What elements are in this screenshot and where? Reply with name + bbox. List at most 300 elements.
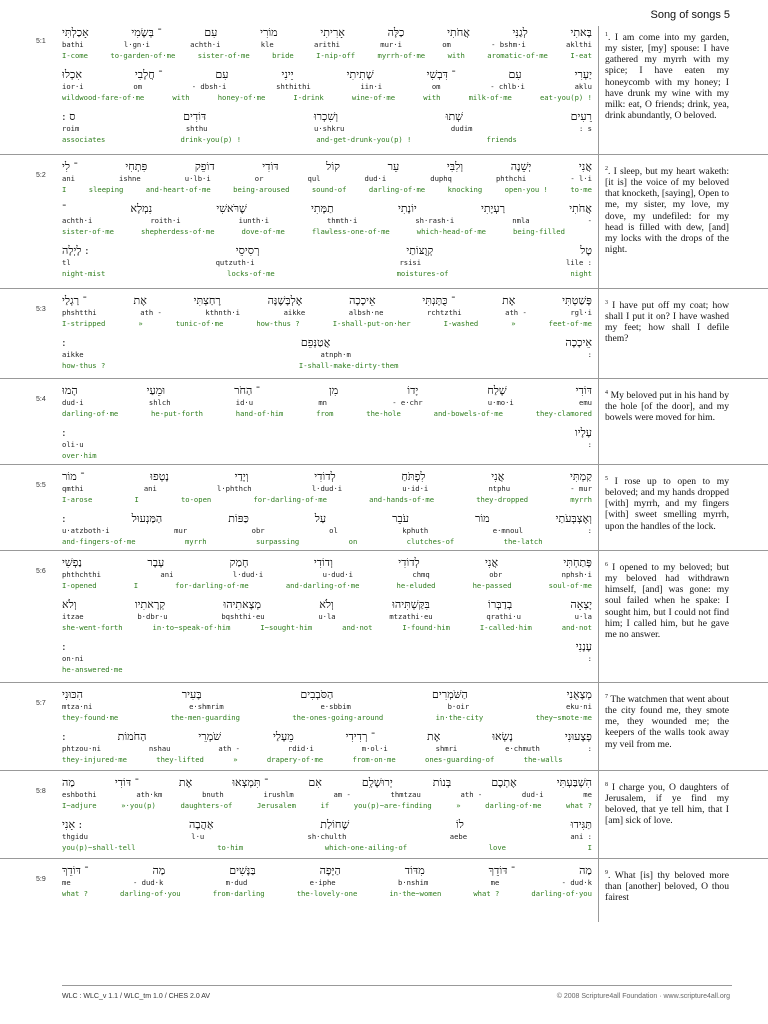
transliteration-word: thmtzau xyxy=(390,790,421,799)
english-verse-number: 6 xyxy=(605,562,608,568)
gloss-word: I-drink xyxy=(293,93,324,102)
english-verse xyxy=(605,692,729,750)
verse-number: 5:5 xyxy=(36,482,46,489)
gloss-word: in·to~speak-of·him xyxy=(152,623,231,632)
hebrew-word: יַעְרִי xyxy=(574,68,592,81)
transliteration-word: phthchthi xyxy=(62,570,101,579)
transliteration-word: u·lb·i xyxy=(184,174,211,183)
gloss-word: and-heart-of·me xyxy=(145,185,211,194)
english-verse xyxy=(605,164,729,255)
verse-number: 5:3 xyxy=(36,306,46,313)
transliteration-word: u·la xyxy=(574,612,592,621)
hebrew-word: ־ מוֹר xyxy=(62,470,85,483)
gloss-word: shepherdess-of·me xyxy=(140,227,215,236)
hebrew-word: מַה xyxy=(62,776,75,789)
interlinear-line xyxy=(62,640,592,682)
english-verse-number: 8 xyxy=(605,782,608,788)
gloss-word: sister-of·me xyxy=(197,51,250,60)
gloss-word: being-aroused xyxy=(233,185,290,194)
transliteration-word: u·dud·i xyxy=(322,570,353,579)
transliteration-word: mtzathi·eu xyxy=(389,612,433,621)
english-verse xyxy=(605,298,729,345)
gloss-word: dove-of·me xyxy=(241,227,285,236)
gloss-word: I-nip-off xyxy=(316,51,356,60)
gloss-word: darling-of·me xyxy=(368,185,426,194)
gloss-word: the-walls xyxy=(523,755,563,764)
hebrew-word: אֶת xyxy=(502,294,516,307)
interlinear-line xyxy=(62,68,592,110)
transliteration-row xyxy=(62,440,592,451)
hebrew-word: עָנָנִי xyxy=(575,640,592,653)
transliteration-word: mn xyxy=(318,398,327,407)
verse-number: 5:1 xyxy=(36,38,46,45)
gloss-word: open-you ! xyxy=(504,185,548,194)
gloss-word: they-lifted xyxy=(156,755,204,764)
transliteration-word: u·mo·i xyxy=(487,398,514,407)
hebrew-word: וְלֹא xyxy=(319,598,334,611)
transliteration-word: nmla xyxy=(512,216,530,225)
hebrew-word: עִם xyxy=(215,68,229,81)
hebrew-word: דּוֹדִי xyxy=(575,384,592,397)
hebrew-word: ־ לִי xyxy=(62,160,78,173)
hebrew-word: בְּנוֹת xyxy=(432,776,452,789)
gloss-word: in·the-city xyxy=(435,713,484,722)
hebrew-word: שָׁלַח xyxy=(487,384,507,397)
footer-divider xyxy=(62,985,732,986)
transliteration-word: mtza·ni xyxy=(62,702,93,711)
gloss-word: I-arose xyxy=(62,495,93,504)
english-verse-text: . I sleep, but my heart waketh: [it is] the voice of my beloved that knocketh, [saying], Open to me, my sister, my love, my dove, my undefiled: for my head is filled with dew, [and] my locks with the drops of the night. xyxy=(605,166,729,255)
interlinear-line xyxy=(62,110,592,152)
hebrew-word: רַעְיָתִי xyxy=(480,202,506,215)
hebrew-word: לוֹ xyxy=(455,818,464,831)
gloss-word: the-lovely-one xyxy=(296,889,358,898)
gloss-word: I xyxy=(587,843,592,852)
gloss-word: aromatic-of·me xyxy=(487,51,548,60)
transliteration-word: arithi xyxy=(314,40,340,49)
transliteration-word: aikke xyxy=(62,350,84,359)
hebrew-word: וְדוֹדִי xyxy=(313,556,333,569)
hebrew-word: מְצָאתִיהוּ xyxy=(223,598,261,611)
gloss-word: over·him xyxy=(62,451,97,460)
english-verse xyxy=(605,560,729,640)
transliteration-word: me xyxy=(62,878,71,887)
transliteration-word: achth·i xyxy=(190,40,221,49)
hebrew-word: ־ דּוֹדֵךְ xyxy=(488,864,516,877)
hebrew-word: ־ תִּמְצְאוּ xyxy=(232,776,269,789)
hebrew-word: אָרִיתִי xyxy=(320,26,345,39)
hebrew-word: עָלָיו xyxy=(574,426,592,439)
hebrew-word: ־ חֲלָבִי xyxy=(134,68,163,81)
hebrew-word: ־ xyxy=(62,202,67,215)
gloss-word: hand-of·him xyxy=(235,409,284,418)
gloss-word: what ? xyxy=(62,889,88,898)
gloss-word: wildwood-fare-of·me xyxy=(62,93,145,102)
transliteration-word: l·dud·i xyxy=(232,570,264,579)
hebrew-word: ־ בְּשָׂמִי xyxy=(131,26,162,39)
english-verse-text: The watchmen that went about the city found me, they smote me, they wounded me; the keepers of the walls took away my veil from me. xyxy=(605,694,729,750)
hebrew-word: יוֹנָתִי xyxy=(397,202,417,215)
gloss-word: from xyxy=(316,409,334,418)
gloss-word: being-filled xyxy=(513,227,565,236)
gloss-word: moistures-of xyxy=(396,269,449,278)
transliteration-word: b·oir xyxy=(447,702,470,711)
hebrew-word: שְׁתוּ xyxy=(445,110,463,123)
gloss-word: bride xyxy=(272,51,294,60)
gloss-word: to-garden-of·me xyxy=(110,51,176,60)
gloss-row xyxy=(62,93,592,104)
interlinear-line xyxy=(62,556,592,598)
transliteration-word: ntphu xyxy=(488,484,511,493)
gloss-row xyxy=(62,537,592,548)
hebrew-word: אַהֲבָה xyxy=(188,818,214,831)
hebrew-word: אֶת xyxy=(427,730,441,743)
hebrew-word: חָמַק xyxy=(229,556,249,569)
transliteration-word: - xyxy=(587,216,592,225)
gloss-word: and-hands-of·me xyxy=(369,495,435,504)
gloss-word: with xyxy=(423,93,441,102)
hebrew-word: דּוֹדִים xyxy=(183,110,207,123)
hebrew-word: רָחַצְתִּי xyxy=(193,294,221,307)
gloss-word: he-eluded xyxy=(396,581,436,590)
gloss-word: if xyxy=(320,801,330,810)
hebrew-word: בַּנָּשִׁים xyxy=(229,864,256,877)
gloss-word: night xyxy=(570,269,592,278)
transliteration-row xyxy=(62,790,592,801)
hebrew-word: הַחֹמוֹת xyxy=(117,730,147,743)
english-verse-number: 5 xyxy=(605,476,608,482)
gloss-word: sound-of xyxy=(311,185,347,194)
transliteration-word: rdid·i xyxy=(287,744,314,753)
interlinear-line xyxy=(62,730,592,772)
transliteration-row xyxy=(62,484,592,495)
transliteration-word: : xyxy=(587,440,592,449)
hebrew-word: בָּעִיר xyxy=(181,688,202,701)
gloss-word: » xyxy=(456,801,461,810)
transliteration-word: me xyxy=(490,878,500,887)
gloss-row xyxy=(62,51,592,62)
gloss-word: love xyxy=(488,843,506,852)
transliteration-word: shmri xyxy=(435,744,458,753)
gloss-word: soul-of·me xyxy=(548,581,592,590)
transliteration-word: sh·chulth xyxy=(307,832,347,841)
gloss-word: I~adjure xyxy=(62,801,97,810)
hebrew-word: עֵר xyxy=(387,160,400,173)
hebrew-word: : xyxy=(62,426,66,439)
interlinear-line xyxy=(62,26,592,68)
hebrew-word: וְלֹא xyxy=(62,598,77,611)
transliteration-row xyxy=(62,878,592,889)
hebrew-word: אֶת xyxy=(133,294,147,307)
gloss-word: the-ones-going-around xyxy=(292,713,384,722)
hebrew-word: בְדַבְּרוֹ xyxy=(488,598,513,611)
gloss-word: night-mist xyxy=(62,269,106,278)
gloss-row xyxy=(62,227,592,238)
transliteration-word: rgl·i xyxy=(570,308,592,317)
transliteration-word: - l·i xyxy=(570,174,592,183)
gloss-word: I-eat xyxy=(570,51,592,60)
hebrew-word: שֶׁרֹּאשִׁי xyxy=(216,202,247,215)
verse-number: 5:9 xyxy=(36,876,46,883)
hebrew-word: רֵעִים xyxy=(570,110,592,123)
transliteration-word: m·dud xyxy=(225,878,248,887)
gloss-word: in·the~women xyxy=(389,889,442,898)
hebrew-word: קְוֻצּוֹתַי xyxy=(406,244,434,257)
gloss-word: associates xyxy=(62,135,106,144)
gloss-row xyxy=(62,889,592,900)
hebrew-word: דּוֹדִי xyxy=(262,160,279,173)
transliteration-word: eku·ni xyxy=(565,702,592,711)
hebrew-word: רְסִיסֵי xyxy=(235,244,260,257)
hebrew-word: עָבָר xyxy=(147,556,165,569)
gloss-row xyxy=(62,451,592,462)
english-verse xyxy=(605,868,729,903)
transliteration-word: albsh·ne xyxy=(348,308,384,317)
transliteration-word: ath - xyxy=(460,790,483,799)
transliteration-word: : xyxy=(587,654,592,663)
transliteration-word: aklthi xyxy=(566,40,592,49)
gloss-word: » xyxy=(511,319,516,328)
gloss-word: to·me xyxy=(570,185,592,194)
transliteration-word: om xyxy=(442,40,451,49)
transliteration-word: thgidu xyxy=(62,832,88,841)
hebrew-word: ־ דִּבְשִׁי xyxy=(426,68,456,81)
transliteration-word: roith·i xyxy=(150,216,181,225)
gloss-word: sister-of·me xyxy=(62,227,114,236)
gloss-word: for-darling-of·me xyxy=(175,581,249,590)
gloss-word: with xyxy=(172,93,190,102)
hebrew-word: ־ דּוֹדִי xyxy=(114,776,139,789)
transliteration-word: tl xyxy=(62,258,71,267)
gloss-word: he-put-forth xyxy=(151,409,203,418)
transliteration-word: - dud·k xyxy=(133,878,164,887)
english-verse-number: 1 xyxy=(605,32,608,38)
transliteration-word: itzae xyxy=(62,612,84,621)
hebrew-word: נַפְשִׁי xyxy=(62,556,83,569)
hebrew-word: נִמְלָא xyxy=(130,202,153,215)
transliteration-word: - bshm·i xyxy=(491,40,526,49)
hebrew-word: וּמֵעַי xyxy=(146,384,166,397)
gloss-word: clutches-of xyxy=(406,537,455,546)
hebrew-word: מִן xyxy=(328,384,339,397)
transliteration-word: id·u xyxy=(235,398,254,407)
transliteration-word: m·ol·i xyxy=(361,744,388,753)
transliteration-word: - dbsh·i xyxy=(191,82,227,91)
english-verse xyxy=(605,474,729,532)
hebrew-word: הַסֹּבְבִים xyxy=(300,688,334,701)
transliteration-word: bathi xyxy=(62,40,84,49)
transliteration-row xyxy=(62,702,592,713)
hebrew-word: אֵיכָכָה xyxy=(565,336,592,349)
transliteration-word: - mur xyxy=(570,484,592,493)
interlinear-line xyxy=(62,818,592,860)
gloss-word: you(p)~shall-tell xyxy=(62,843,136,852)
transliteration-row xyxy=(62,526,592,537)
transliteration-word: am - xyxy=(333,790,351,799)
hebrew-word: מַה xyxy=(579,864,592,877)
gloss-word: what ? xyxy=(473,889,500,898)
transliteration-word: dud·i xyxy=(364,174,387,183)
gloss-word: to-open xyxy=(180,495,212,504)
gloss-row xyxy=(62,361,592,372)
hebrew-word: נָשְׂאוּ xyxy=(492,730,513,743)
transliteration-word: ol xyxy=(329,526,338,535)
gloss-word: and-get-drunk-you(p) ! xyxy=(316,135,412,144)
hebrew-word: אֶתְכֶם xyxy=(491,776,517,789)
transliteration-word: kthnth·i xyxy=(205,308,241,317)
transliteration-word: dudim xyxy=(450,124,473,133)
transliteration-word: qutzuth·i xyxy=(215,258,255,267)
transliteration-word: ani xyxy=(143,484,157,493)
transliteration-word: om xyxy=(431,82,441,91)
hebrew-word: תַמָּתִי xyxy=(310,202,334,215)
gloss-word: friends xyxy=(486,135,517,144)
hebrew-word: אֲנִי xyxy=(484,556,499,569)
transliteration-word: shthithi xyxy=(276,82,311,91)
english-verse xyxy=(605,388,729,423)
hebrew-word: הַיָּפָה xyxy=(319,864,341,877)
transliteration-word: : xyxy=(587,350,592,359)
gloss-word: myrrh xyxy=(184,537,207,546)
transliteration-word: ani xyxy=(160,570,174,579)
transliteration-word: bnuth xyxy=(202,790,224,799)
hebrew-word: כַלָּה xyxy=(387,26,405,39)
transliteration-word: - e·chr xyxy=(392,398,423,407)
interlinear-column xyxy=(36,26,598,922)
hebrew-word: קְרָאתִיו xyxy=(134,598,166,611)
gloss-word: tunic-of·me xyxy=(175,319,224,328)
transliteration-word: l·gn·i xyxy=(123,40,150,49)
english-verse xyxy=(605,30,729,121)
transliteration-word: l·phthch xyxy=(217,484,252,493)
transliteration-word: atnph·m xyxy=(320,350,351,359)
transliteration-word: or xyxy=(254,174,264,183)
transliteration-word: - chlb·i xyxy=(490,82,525,91)
transliteration-row xyxy=(62,744,592,755)
transliteration-word: shthu xyxy=(185,124,208,133)
gloss-row xyxy=(62,665,592,676)
interlinear-line xyxy=(62,426,592,468)
gloss-word: to·him xyxy=(217,843,244,852)
hebrew-word: אֶלְבָּשֶׁנָּה xyxy=(267,294,303,307)
interlinear-line xyxy=(62,598,592,640)
hebrew-word: קַמְתִּי xyxy=(570,470,592,483)
transliteration-word: me xyxy=(583,790,592,799)
gloss-word: the-men-guarding xyxy=(170,713,240,722)
transliteration-row xyxy=(62,40,592,51)
english-verse-text: I rose up to open to my beloved; and my hands dropped [with] myrrh, and my fingers [with] sweet smelling myrrh, upon the handles of the lock. xyxy=(605,476,729,532)
transliteration-word: bqshthi·eu xyxy=(221,612,265,621)
english-verse-text: . What [is] thy beloved more than [another] beloved, O thou fairest xyxy=(605,870,729,904)
english-verse-number: 3 xyxy=(605,300,608,306)
footer-copyright: © 2008 Scripture4all Foundation · www.scripture4all.org xyxy=(556,993,730,1000)
hebrew-word: דוֹפֵק xyxy=(194,160,215,173)
hebrew-word: עֹבֵר xyxy=(392,512,410,525)
hebrew-word: עִם xyxy=(508,68,522,81)
gloss-row xyxy=(62,495,592,506)
verse-number: 5:6 xyxy=(36,568,46,575)
footer-source: WLC : WLC_v 1.1 / WLC_tm 1.0 / CHES 2.0 AV xyxy=(62,993,211,1000)
transliteration-word: b·dbr·u xyxy=(137,612,168,621)
interlinear-line xyxy=(62,776,592,818)
gloss-word: with xyxy=(447,51,465,60)
hebrew-word: בִּקַּשְׁתִּיהוּ xyxy=(392,598,430,611)
gloss-word: how-thus ? xyxy=(62,361,106,370)
transliteration-word: aikke xyxy=(283,308,306,317)
hebrew-word: טָל xyxy=(580,244,592,257)
gloss-word: they~smote·me xyxy=(535,713,592,722)
gloss-word: I xyxy=(62,185,67,194)
gloss-word: locks-of·me xyxy=(227,269,275,278)
gloss-row xyxy=(62,319,592,330)
hebrew-word: אִכְלוּ xyxy=(62,68,82,81)
gloss-word: I-opened xyxy=(62,581,97,590)
gloss-word: honey-of·me xyxy=(217,93,266,102)
gloss-word: and-bowels-of·me xyxy=(433,409,503,418)
transliteration-word: - dud·k xyxy=(561,878,592,887)
english-verse-number: 7 xyxy=(605,694,608,700)
transliteration-word: qmthi xyxy=(62,484,84,493)
hebrew-word: אֶת xyxy=(178,776,193,789)
gloss-word: I-washed xyxy=(443,319,479,328)
hebrew-word: הָמוּ xyxy=(62,384,78,397)
hebrew-word: הִשְׁבַּעְתִּי xyxy=(556,776,592,789)
transliteration-word: eshbothi xyxy=(62,790,97,799)
transliteration-word: phtzou·ni xyxy=(62,744,101,753)
gloss-row xyxy=(62,135,592,146)
verse-number: 5:2 xyxy=(36,172,46,179)
transliteration-word: : xyxy=(587,526,592,535)
hebrew-word: וְאֶצְבְּעֹתַי xyxy=(555,512,592,525)
transliteration-word: u·shkru xyxy=(314,124,345,133)
hebrew-word: לִפְתֹּחַ xyxy=(401,470,426,483)
transliteration-word: irushlm xyxy=(263,790,294,799)
hebrew-word: יָדוֹ xyxy=(407,384,419,397)
interlinear-line xyxy=(62,470,592,512)
interlinear-line xyxy=(62,512,592,554)
transliteration-word: kle xyxy=(260,40,274,49)
transliteration-word: om xyxy=(133,82,143,91)
transliteration-word: dud·i xyxy=(62,398,84,407)
hebrew-word: אָנִי : xyxy=(62,818,83,831)
hebrew-word: אֵיכָכָה xyxy=(349,294,376,307)
transliteration-word: e·iphe xyxy=(309,878,336,887)
hebrew-word: עַל xyxy=(314,512,327,525)
gloss-word: from-on·me xyxy=(352,755,396,764)
gloss-word: ones-guarding-of xyxy=(425,755,495,764)
transliteration-word: ath·km xyxy=(136,790,163,799)
interlinear-line xyxy=(62,336,592,378)
hebrew-word: מֵעָלַי xyxy=(272,730,294,743)
transliteration-word: shlch xyxy=(148,398,171,407)
gloss-word: and·not xyxy=(342,623,373,632)
gloss-word: the-hole xyxy=(366,409,401,418)
gloss-word: which-head-of·me xyxy=(416,227,486,236)
gloss-word: flawless-one-of·me xyxy=(311,227,390,236)
gloss-word: they-dropped xyxy=(476,495,529,504)
gloss-word: and·not xyxy=(561,623,592,632)
interlinear-line xyxy=(62,244,592,286)
hebrew-word: יֵינִי xyxy=(281,68,294,81)
transliteration-row xyxy=(62,398,592,409)
interlinear-line xyxy=(62,294,592,336)
transliteration-row xyxy=(62,612,592,623)
interlinear-line xyxy=(62,202,592,244)
hebrew-word: ־ כֻּתָּנְתִּי xyxy=(422,294,456,307)
gloss-word: darling-of·you xyxy=(120,889,181,898)
transliteration-word: ath - xyxy=(140,308,162,317)
hebrew-word: אֲטַנְּפֵם xyxy=(300,336,331,349)
